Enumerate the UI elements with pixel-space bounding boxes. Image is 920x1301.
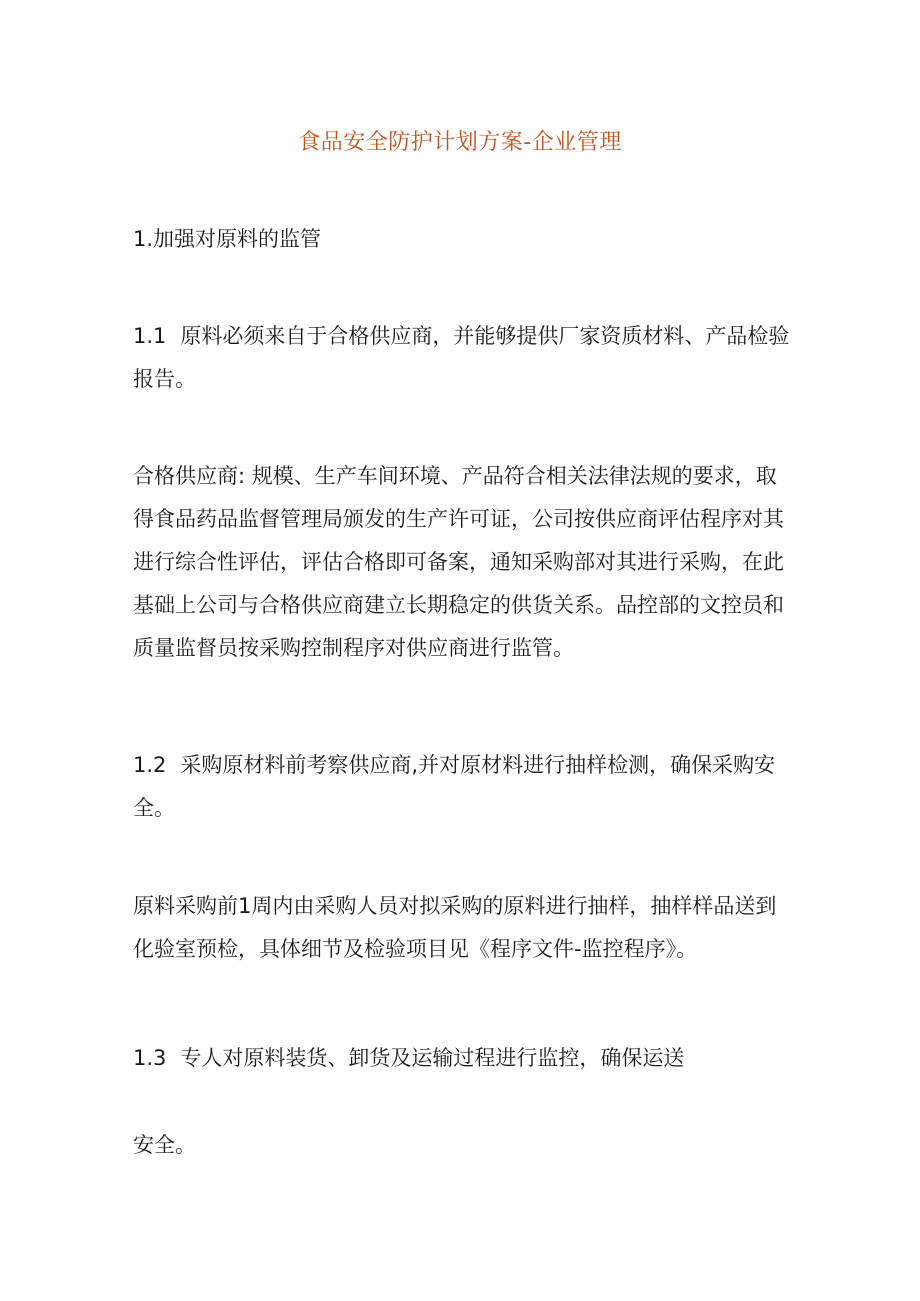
item-1-1-number: 1.1 bbox=[133, 324, 167, 348]
item-1-3-paragraph bbox=[133, 1037, 793, 1080]
qualified-supplier-paragraph: 合格供应商: 规模、生产车间环境、产品符合相关法律法规的要求，取得食品药品监督管理局颁发的生产许可证，公司按供应商评估程序对其进行综合性评估，评估合格即可备案，通知采购部对其进行采购，在此基础上公司与合格供应商建立长期稳定的供货关系。品控部的文控员和质量监督员按采购控制程序对供应商进行监管。 bbox=[133, 464, 784, 660]
item-1-2-paragraph bbox=[133, 744, 793, 830]
item-1-3-text: 专人对原料装货、卸货及运输过程进行监控，确保运送 bbox=[180, 1046, 685, 1070]
item-1-2-text: 采购原材料前考察供应商,并对原材料进行抽样检测，确保采购安全。 bbox=[133, 753, 776, 820]
item-1-1-text: 原料必须来自于合格供应商，并能够提供厂家资质材料、产品检验报告。 bbox=[133, 324, 790, 391]
item-1-3-number: 1.3 bbox=[133, 1046, 167, 1070]
sampling-paragraph: 原料采购前1周内由采购人员对拟采购的原料进行抽样，抽样样品送到化验室预检，具体细节及检验项目见《程序文件-监控程序》。 bbox=[133, 894, 777, 961]
item-1-2-number: 1.2 bbox=[133, 753, 167, 777]
document-title: 食品安全防护计划方案-企业管理 bbox=[298, 130, 622, 155]
section-heading: 1.加强对原料的监管 bbox=[133, 227, 322, 251]
item-1-1-paragraph bbox=[133, 315, 793, 401]
item-1-3-continued: 安全。 bbox=[133, 1133, 196, 1157]
